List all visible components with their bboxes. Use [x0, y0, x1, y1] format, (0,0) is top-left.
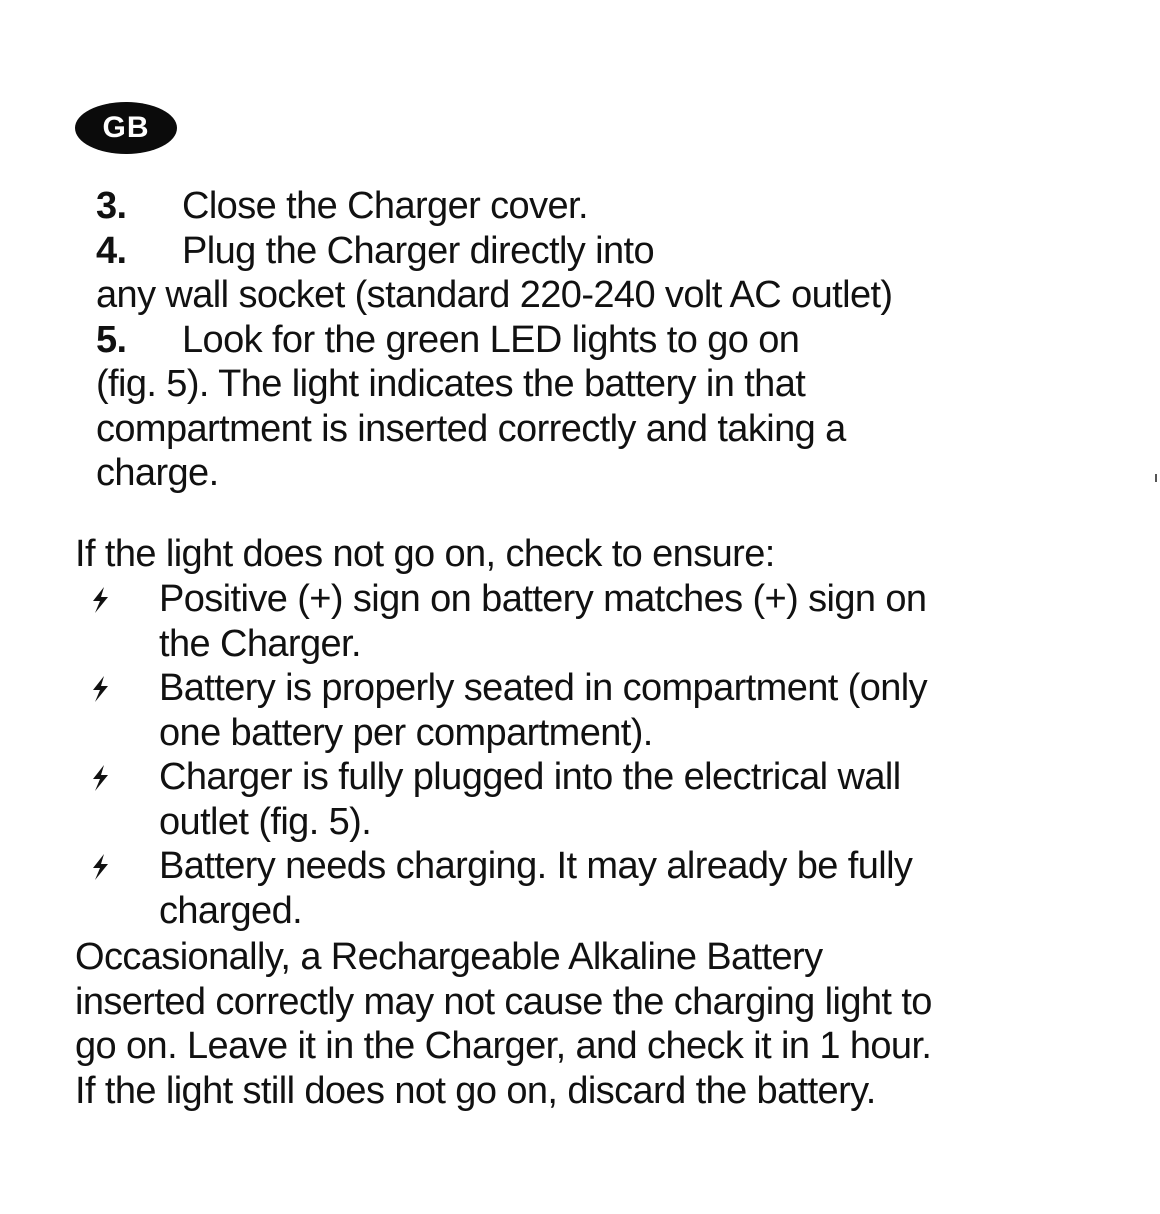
step-4-line-1 — [96, 229, 1126, 274]
check-item-line: one battery per compartment). — [159, 711, 653, 754]
lightning-bolt-icon — [89, 764, 111, 792]
check-item-line: Positive (+) sign on battery matches (+) sign on — [159, 578, 927, 620]
step-text: Close the Charger cover. — [182, 185, 588, 227]
closing-paragraph — [75, 935, 1125, 1113]
closing-line: go on. Leave it in the Charger, and check it in 1 hour. — [75, 1025, 932, 1067]
check-item-line: Charger is fully plugged into the electrical wall — [159, 756, 901, 798]
charging-steps — [96, 184, 1126, 496]
closing-line: If the light still does not go on, discard the battery. — [75, 1069, 876, 1112]
check-heading: If the light does not go on, check to ensure: — [75, 533, 775, 575]
lightning-bolt-icon — [89, 586, 111, 614]
check-item — [75, 577, 1125, 666]
lightning-bolt-icon — [89, 675, 111, 703]
lightning-bolt-icon — [89, 853, 111, 881]
step-5-line-2: (fig. 5). The light indicates the battery in that — [96, 363, 806, 405]
step-4-line-2: any wall socket (standard 220-240 volt AC outlet) — [96, 274, 893, 316]
check-item — [75, 755, 1125, 844]
closing-line: Occasionally, a Rechargeable Alkaline Battery — [75, 936, 823, 978]
check-item-line: charged. — [159, 889, 303, 932]
check-item-line: Battery needs charging. It may already be fully — [159, 845, 913, 887]
step-5-line-3: compartment is inserted correctly and taking a — [96, 407, 846, 450]
step-number: 3. — [96, 185, 127, 227]
check-item-line: Battery is properly seated in compartment (only — [159, 667, 928, 709]
closing-line: inserted correctly may not cause the charging light to — [75, 980, 932, 1023]
step-3-line-1 — [96, 184, 1126, 229]
check-list — [75, 577, 1125, 933]
step-5-line-1 — [96, 318, 1126, 363]
check-item — [75, 666, 1125, 755]
step-text: Plug the Charger directly into — [182, 229, 655, 272]
step-number: 5. — [96, 318, 127, 361]
check-item-line: the Charger. — [159, 622, 361, 665]
check-item — [75, 844, 1125, 933]
step-text: Look for the green LED lights to go on — [182, 318, 800, 361]
language-badge: GB — [75, 102, 177, 154]
scan-mark — [1155, 474, 1157, 482]
check-item-line: outlet (fig. 5). — [159, 800, 372, 843]
step-number: 4. — [96, 229, 127, 272]
step-5-line-4: charge. — [96, 452, 219, 494]
